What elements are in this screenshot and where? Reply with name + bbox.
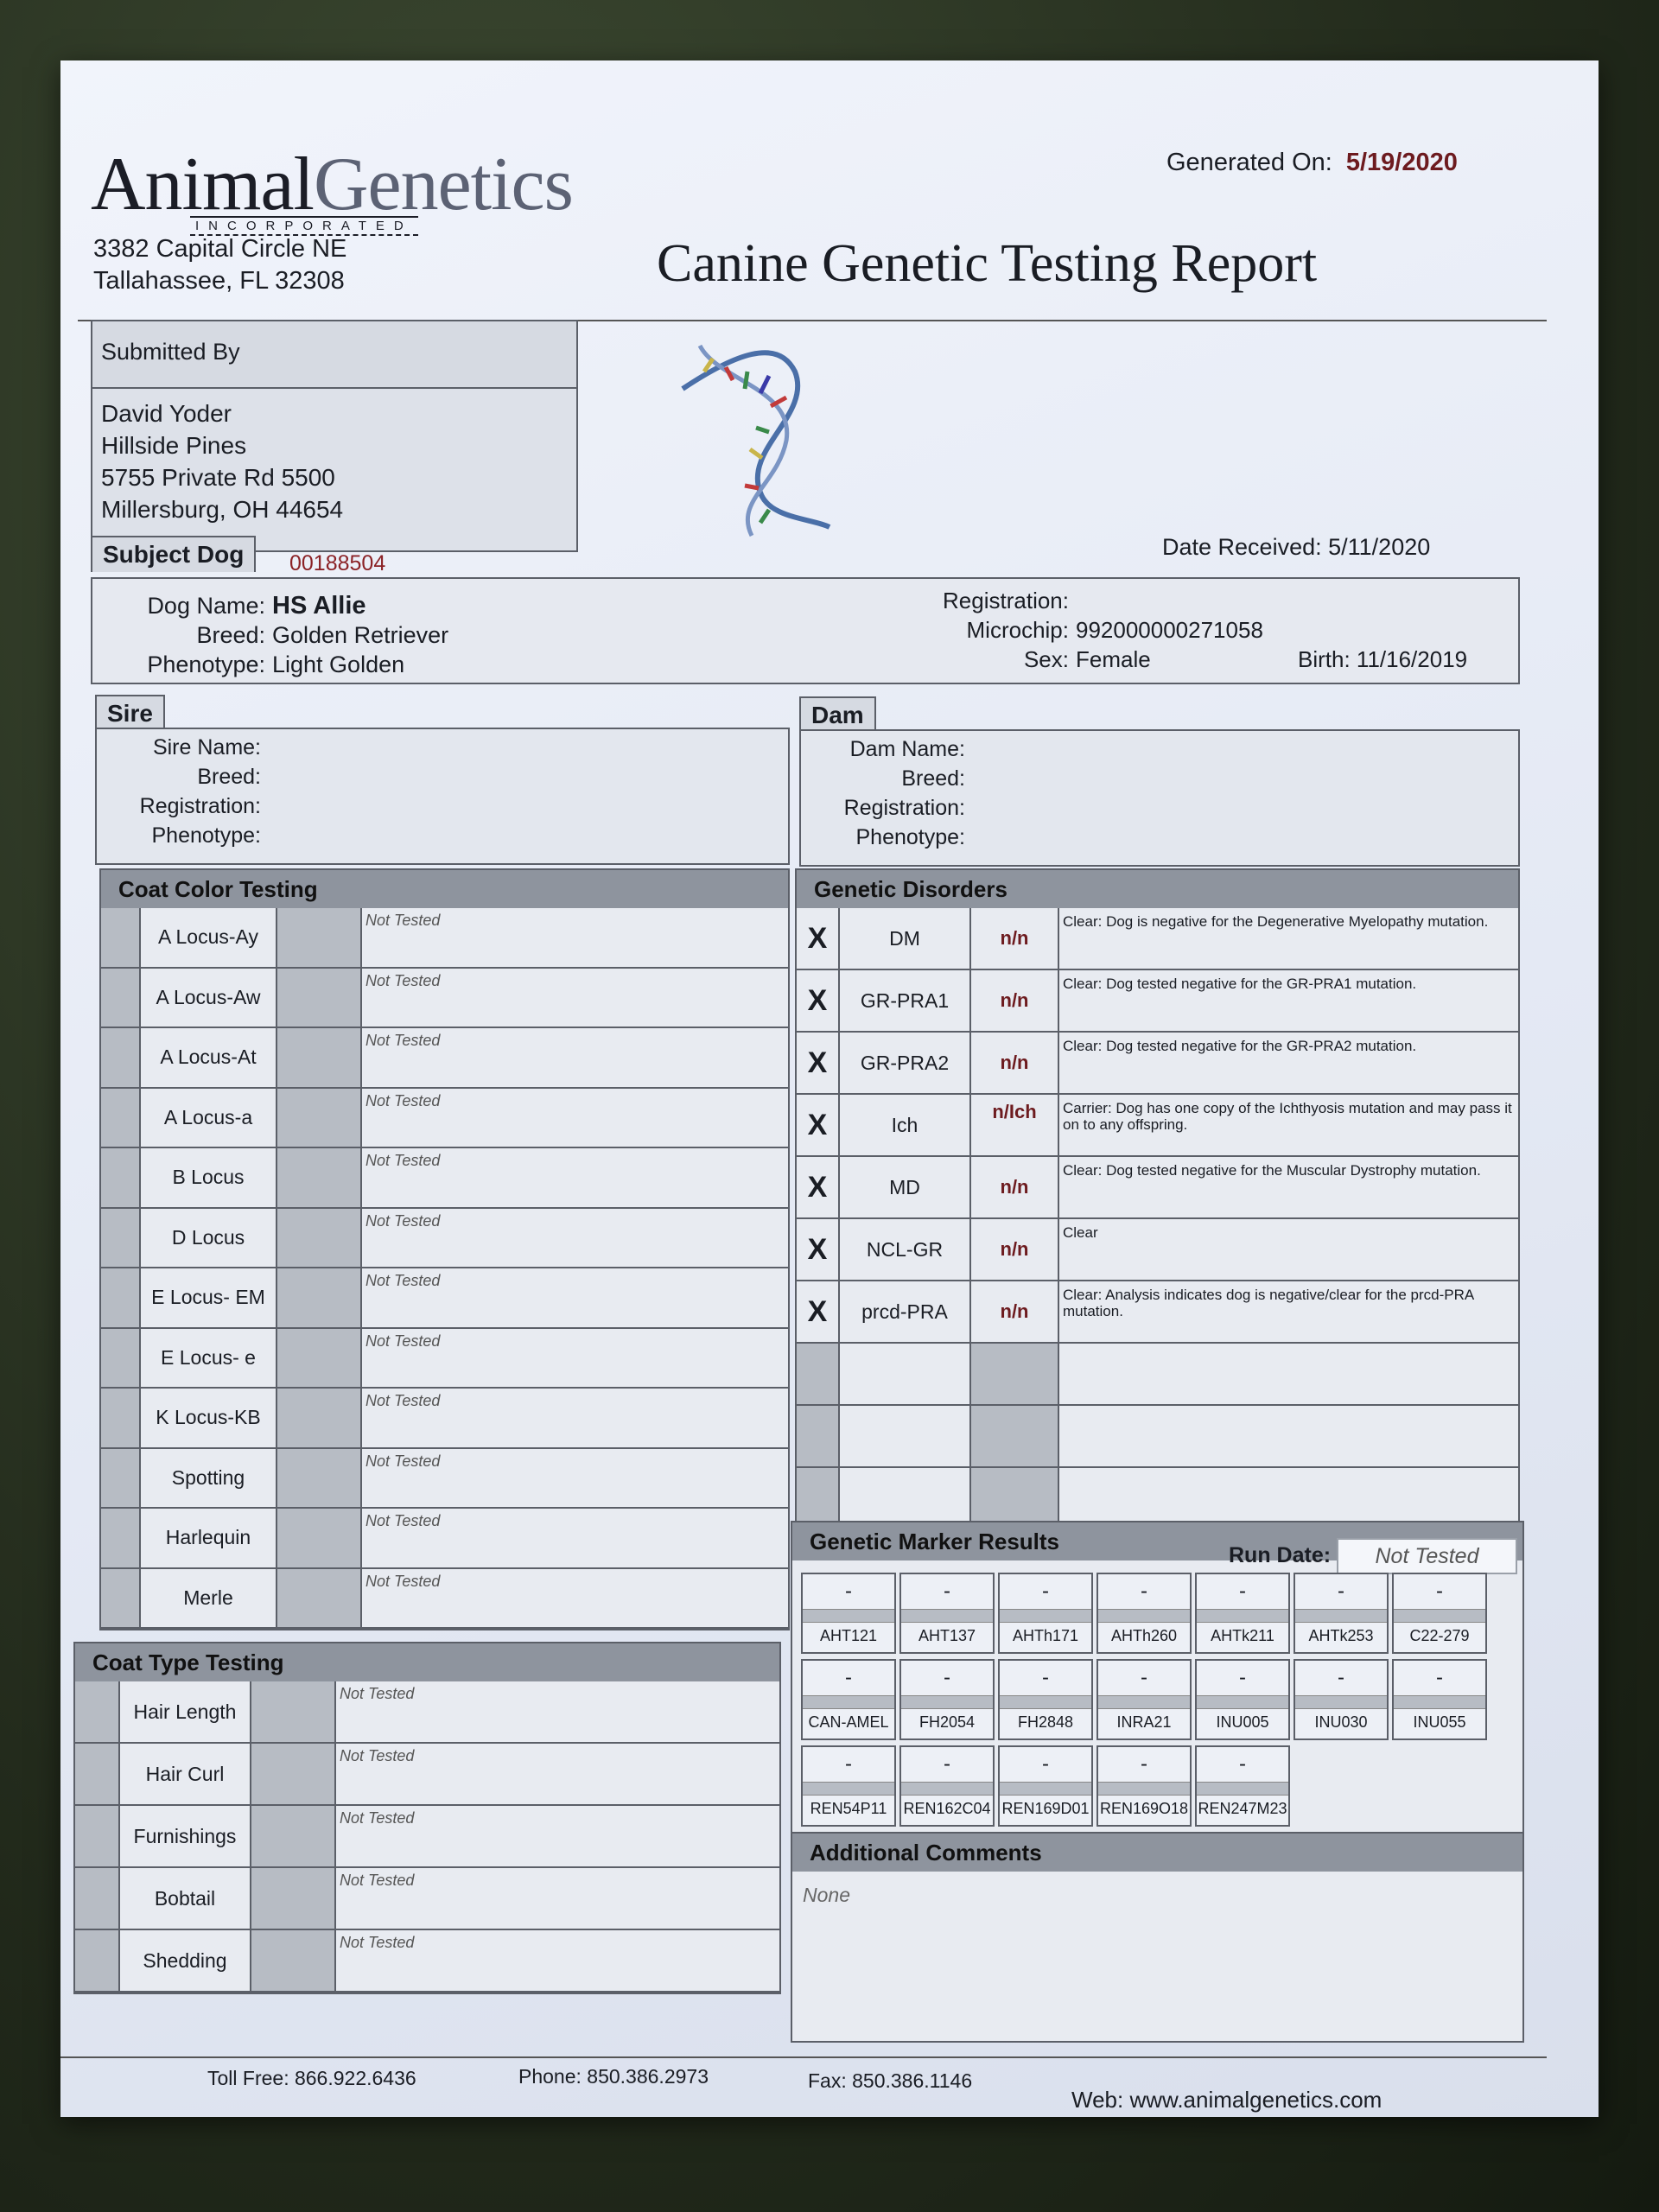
disorder-row [797, 908, 1518, 970]
coat-color-locus: K Locus-KB [141, 1389, 277, 1447]
birth-value: 11/16/2019 [1356, 646, 1468, 672]
marker-divider [1197, 1695, 1288, 1709]
coat-color-locus: E Locus- EM [141, 1268, 277, 1327]
marker-divider [803, 1695, 894, 1709]
coat-type-row [75, 1681, 779, 1744]
phenotype-label: Phenotype: [147, 652, 265, 677]
company-address [93, 233, 346, 297]
subject-labels-right [810, 586, 1069, 674]
marker-name: AHTk253 [1308, 1627, 1374, 1644]
footer-divider [60, 2056, 1547, 2058]
date-received-label: Date Received: [1162, 534, 1322, 560]
footer-toll-free: Toll Free: 866.922.6436 [207, 2067, 416, 2089]
coat-color-row [101, 969, 788, 1029]
coat-color-result: Not Tested [365, 1211, 441, 1230]
company-logo: AnimalGenetics [91, 143, 573, 226]
coat-color-locus: A Locus-a [141, 1089, 277, 1147]
registration-value [1076, 586, 1263, 615]
coat-color-check-cell [101, 1209, 141, 1268]
disorder-test: DM [840, 908, 971, 969]
coat-type-check-cell [75, 1744, 120, 1804]
disorder-genotype: n/n [971, 1281, 1059, 1342]
report-page [60, 60, 1599, 2117]
marker-cell [998, 1745, 1093, 1827]
coat-color-locus: A Locus-At [141, 1028, 277, 1087]
coat-color-locus: B Locus [141, 1148, 277, 1207]
additional-comments-section [791, 1832, 1524, 2043]
sire-breed-label: Breed: [197, 765, 261, 789]
marker-value: - [1042, 1580, 1049, 1603]
marker-cell [998, 1573, 1093, 1654]
coat-color-locus: A Locus-Ay [141, 908, 277, 967]
coat-color-result: Not Tested [365, 971, 441, 989]
coat-color-row [101, 1268, 788, 1329]
disorder-genotype: n/n [971, 1219, 1059, 1280]
marker-cell [998, 1659, 1093, 1740]
marker-name: REN169O18 [1099, 1800, 1189, 1817]
dog-name: HS Allie [272, 592, 366, 620]
disorder-row [797, 1344, 1518, 1406]
marker-value: - [1436, 1580, 1443, 1603]
marker-value: - [1042, 1666, 1049, 1689]
marker-cell [899, 1745, 995, 1827]
genetic-markers-heading: Genetic Marker Results [792, 1522, 1522, 1560]
marker-divider [1394, 1609, 1485, 1623]
marker-divider [803, 1609, 894, 1623]
coat-type-check-cell [75, 1806, 120, 1866]
disorder-test [840, 1344, 971, 1404]
marker-name: FH2054 [918, 1713, 976, 1731]
coat-color-genotype-cell [277, 969, 362, 1027]
submitter-line: Hillside Pines [101, 432, 247, 459]
coat-color-result: Not Tested [365, 912, 441, 929]
disorder-genotype: n/n [971, 1157, 1059, 1217]
generated-label: Generated On: [1166, 149, 1332, 176]
page-title: Canine Genetic Testing Report [657, 234, 1318, 293]
disorder-test: prcd-PRA [840, 1281, 971, 1342]
coat-type-trait: Shedding [120, 1930, 251, 1991]
disorder-test: MD [840, 1157, 971, 1217]
coat-color-locus: E Locus- e [141, 1329, 277, 1388]
marker-cell [801, 1573, 896, 1654]
marker-cell [1195, 1573, 1290, 1654]
marker-value: - [944, 1752, 950, 1776]
disorder-mark: X [797, 908, 840, 969]
genetic-disorders-table [795, 868, 1520, 1532]
marker-value: - [1239, 1666, 1246, 1689]
disorder-description [1059, 1468, 1518, 1529]
company-logo-sub: INCORPORATED [190, 216, 418, 236]
coat-type-row [75, 1868, 779, 1930]
coat-color-row [101, 1089, 788, 1149]
coat-color-check-cell [101, 1028, 141, 1087]
marker-value: - [944, 1580, 950, 1603]
marker-divider [901, 1609, 993, 1623]
disorder-row [797, 970, 1518, 1033]
coat-color-check-cell [101, 1569, 141, 1628]
submitted-by-lines [92, 389, 576, 534]
disorder-mark [797, 1406, 840, 1466]
disorder-test [840, 1406, 971, 1466]
subject-labels [110, 591, 265, 679]
marker-value: - [944, 1666, 950, 1689]
marker-value: - [1141, 1752, 1147, 1776]
coat-color-genotype-cell [277, 908, 362, 967]
marker-divider [803, 1782, 894, 1796]
registration-label: Registration: [943, 588, 1069, 613]
disorder-row [797, 1406, 1518, 1468]
disorder-genotype: n/n [971, 908, 1059, 969]
disorder-row [797, 1095, 1518, 1157]
coat-color-row [101, 908, 788, 969]
disorder-row [797, 1033, 1518, 1095]
disorder-description: Clear: Dog tested negative for the Muscular Dystrophy mutation. [1063, 1162, 1481, 1179]
coat-color-row [101, 1028, 788, 1089]
coat-color-row [101, 1389, 788, 1449]
coat-type-trait: Furnishings [120, 1806, 251, 1866]
footer-phone: Phone: 850.386.2973 [518, 2065, 709, 2088]
disorder-row [797, 1219, 1518, 1281]
dam-tab: Dam [799, 696, 876, 733]
disorder-test [840, 1468, 971, 1529]
genetic-disorders-heading: Genetic Disorders [797, 870, 1518, 908]
disorder-mark [797, 1468, 840, 1529]
disorder-description: Clear: Dog tested negative for the GR-PRA1 mutation. [1063, 976, 1417, 992]
birth-label: Birth: [1298, 646, 1351, 672]
coat-color-genotype-cell [277, 1209, 362, 1268]
marker-divider [901, 1695, 993, 1709]
run-date-value: Not Tested [1337, 1538, 1517, 1574]
marker-value: - [845, 1666, 852, 1689]
marker-cell [1096, 1745, 1192, 1827]
sire-registration-label: Registration: [139, 794, 261, 818]
disorder-row [797, 1157, 1518, 1219]
coat-color-row [101, 1148, 788, 1209]
coat-type-genotype-cell [251, 1806, 336, 1866]
genetic-markers-section [791, 1521, 1524, 1835]
coat-color-result: Not Tested [365, 1572, 441, 1590]
marker-cell [1195, 1659, 1290, 1740]
marker-name: REN169D01 [1001, 1800, 1090, 1817]
coat-type-check-cell [75, 1930, 120, 1991]
additional-comments-text: None [803, 1884, 850, 1906]
dog-phenotype: Light Golden [272, 652, 405, 677]
dog-breed: Golden Retriever [272, 622, 449, 648]
coat-color-row [101, 1509, 788, 1569]
dam-phenotype-label: Phenotype: [855, 825, 965, 849]
coat-color-check-cell [101, 1329, 141, 1388]
address-line: Tallahassee, FL 32308 [93, 267, 345, 295]
disorder-description [1059, 1406, 1518, 1466]
coat-color-heading: Coat Color Testing [101, 870, 788, 908]
coat-color-result: Not Tested [365, 1032, 441, 1049]
coat-color-check-cell [101, 1449, 141, 1508]
disorder-mark: X [797, 1281, 840, 1342]
marker-name: INU055 [1413, 1713, 1466, 1731]
coat-type-heading: Coat Type Testing [75, 1643, 779, 1681]
disorder-mark: X [797, 1157, 840, 1217]
coat-color-row [101, 1209, 788, 1269]
coat-color-result: Not Tested [365, 1152, 441, 1169]
coat-color-result: Not Tested [365, 1332, 441, 1350]
coat-color-check-cell [101, 1148, 141, 1207]
coat-color-result: Not Tested [365, 1452, 441, 1470]
coat-type-check-cell [75, 1868, 120, 1929]
marker-name: INU030 [1314, 1713, 1368, 1731]
marker-cell [899, 1659, 995, 1740]
marker-value: - [845, 1752, 852, 1776]
coat-type-trait: Hair Curl [120, 1744, 251, 1804]
dam-box [799, 729, 1520, 867]
sire-name-label: Sire Name: [152, 735, 261, 760]
coat-color-genotype-cell [277, 1148, 362, 1207]
marker-value: - [1042, 1752, 1049, 1776]
marker-divider [1197, 1782, 1288, 1796]
disorder-test: GR-PRA2 [840, 1033, 971, 1093]
disorder-mark: X [797, 970, 840, 1031]
marker-value: - [1239, 1752, 1246, 1776]
coat-type-check-cell [75, 1681, 120, 1742]
marker-cell [1096, 1573, 1192, 1654]
coat-color-locus: D Locus [141, 1209, 277, 1268]
sire-phenotype-label: Phenotype: [151, 823, 261, 848]
disorder-description: Clear: Dog is negative for the Degenerative Myelopathy mutation. [1063, 913, 1489, 930]
disorder-test: NCL-GR [840, 1219, 971, 1280]
disorder-test: Ich [840, 1095, 971, 1155]
marker-name: AHT137 [918, 1627, 976, 1644]
marker-name: AHTh260 [1110, 1627, 1178, 1644]
coat-color-check-cell [101, 1089, 141, 1147]
marker-divider [901, 1782, 993, 1796]
dog-name-label: Dog Name: [147, 593, 265, 619]
microchip-value: 992000000271058 [1076, 617, 1263, 643]
marker-name: REN162C04 [903, 1800, 991, 1817]
coat-type-genotype-cell [251, 1744, 336, 1804]
sire-box [95, 728, 790, 865]
coat-color-check-cell [101, 908, 141, 967]
subject-values [272, 591, 448, 679]
marker-divider [1295, 1695, 1387, 1709]
marker-cell [1294, 1659, 1389, 1740]
coat-type-result: Not Tested [340, 1809, 415, 1827]
dna-helix-icon [665, 320, 855, 544]
marker-value: - [1338, 1666, 1344, 1689]
marker-value: - [1338, 1580, 1344, 1603]
disorder-row [797, 1281, 1518, 1344]
coat-color-locus: Spotting [141, 1449, 277, 1508]
coat-type-genotype-cell [251, 1681, 336, 1742]
coat-type-genotype-cell [251, 1930, 336, 1991]
coat-color-locus: Merle [141, 1569, 277, 1628]
marker-name: C22-279 [1409, 1627, 1470, 1644]
disorder-description: Clear: Dog tested negative for the GR-PRA2 mutation. [1063, 1038, 1417, 1054]
marker-name: AHT121 [819, 1627, 878, 1644]
subject-values-right [1076, 586, 1263, 674]
marker-cell [1294, 1573, 1389, 1654]
marker-name: REN54P11 [810, 1800, 887, 1817]
address-line: 3382 Capital Circle NE [93, 235, 347, 263]
coat-color-result: Not Tested [365, 1272, 441, 1289]
coat-type-row [75, 1744, 779, 1806]
disorder-description: Carrier: Dog has one copy of the Ichthyosis mutation and may pass it on to any offspring. [1063, 1100, 1512, 1133]
disorder-description [1059, 1344, 1518, 1404]
run-date-label: Run Date: [1229, 1543, 1332, 1567]
marker-divider [1098, 1782, 1190, 1796]
marker-divider [1000, 1782, 1091, 1796]
coat-type-result: Not Tested [340, 1685, 415, 1702]
marker-cell [801, 1659, 896, 1740]
marker-name: INRA21 [1116, 1713, 1172, 1731]
coat-type-row [75, 1806, 779, 1868]
sex-label: Sex: [1023, 646, 1069, 672]
coat-color-genotype-cell [277, 1449, 362, 1508]
marker-value: - [1141, 1580, 1147, 1603]
coat-color-check-cell [101, 969, 141, 1027]
marker-divider [1197, 1609, 1288, 1623]
coat-color-check-cell [101, 1509, 141, 1567]
disorder-mark: X [797, 1095, 840, 1155]
coat-color-result: Not Tested [365, 1512, 441, 1529]
coat-type-trait: Hair Length [120, 1681, 251, 1742]
coat-type-row [75, 1930, 779, 1993]
disorder-mark: X [797, 1033, 840, 1093]
marker-name: INU005 [1216, 1713, 1269, 1731]
coat-color-genotype-cell [277, 1329, 362, 1388]
subject-dog-box [91, 577, 1520, 684]
coat-color-row [101, 1329, 788, 1389]
subject-dog-tab: Subject Dog [91, 536, 256, 572]
disorder-genotype [971, 1406, 1059, 1466]
coat-color-genotype-cell [277, 1028, 362, 1087]
marker-cell [899, 1573, 995, 1654]
microchip-label: Microchip: [966, 617, 1069, 643]
submitted-by-label: Submitted By [92, 321, 576, 389]
generated-on [1166, 149, 1458, 177]
sire-tab: Sire [95, 695, 165, 731]
coat-color-check-cell [101, 1268, 141, 1327]
marker-name: AHTh171 [1012, 1627, 1079, 1644]
disorder-description: Clear: Analysis indicates dog is negative/clear for the prcd-PRA mutation. [1063, 1287, 1474, 1319]
marker-name: CAN-AMEL [808, 1713, 889, 1731]
marker-value: - [1239, 1580, 1246, 1603]
submitter-line: Millersburg, OH 44654 [101, 496, 344, 523]
coat-type-result: Not Tested [340, 1872, 415, 1889]
footer-web: Web: www.animalgenetics.com [1071, 2087, 1382, 2113]
disorder-genotype: n/n [971, 970, 1059, 1031]
coat-color-result: Not Tested [365, 1392, 441, 1409]
disorder-mark [797, 1344, 840, 1404]
birth [1298, 645, 1467, 674]
coat-type-result: Not Tested [340, 1747, 415, 1764]
sex-value: Female [1076, 646, 1151, 672]
submitted-by-box [91, 320, 578, 552]
disorder-genotype [971, 1468, 1059, 1529]
coat-color-row [101, 1569, 788, 1630]
marker-value: - [1141, 1666, 1147, 1689]
marker-value: - [1436, 1666, 1443, 1689]
marker-divider [1394, 1695, 1485, 1709]
marker-cell [1096, 1659, 1192, 1740]
disorder-test: GR-PRA1 [840, 970, 971, 1031]
coat-color-genotype-cell [277, 1509, 362, 1567]
disorder-genotype [971, 1344, 1059, 1404]
dam-registration-label: Registration: [843, 796, 965, 820]
additional-comments-heading: Additional Comments [792, 1834, 1522, 1872]
coat-color-locus: A Locus-Aw [141, 969, 277, 1027]
sire-labels [105, 733, 261, 850]
coat-color-check-cell [101, 1389, 141, 1447]
date-received [1162, 534, 1430, 561]
coat-type-result: Not Tested [340, 1934, 415, 1951]
disorder-genotype: n/n [971, 1033, 1059, 1093]
coat-color-genotype-cell [277, 1569, 362, 1628]
dam-labels [810, 734, 965, 852]
marker-divider [1000, 1609, 1091, 1623]
disorder-mark: X [797, 1219, 840, 1280]
coat-color-row [101, 1449, 788, 1510]
marker-cell [801, 1745, 896, 1827]
marker-cell [1195, 1745, 1290, 1827]
coat-color-result: Not Tested [365, 1091, 441, 1109]
coat-color-table [99, 868, 790, 1630]
breed-label: Breed: [196, 622, 265, 648]
submitter-line: 5755 Private Rd 5500 [101, 464, 335, 491]
marker-divider [1000, 1695, 1091, 1709]
coat-color-locus: Harlequin [141, 1509, 277, 1567]
disorder-genotype: n/Ich [971, 1095, 1059, 1155]
marker-value: - [845, 1580, 852, 1603]
marker-divider [1098, 1609, 1190, 1623]
marker-cell [1392, 1573, 1487, 1654]
marker-name: FH2848 [1017, 1713, 1074, 1731]
footer-fax: Fax: 850.386.1146 [808, 2069, 973, 2092]
submitter-line: David Yoder [101, 400, 232, 427]
marker-name: AHTk211 [1211, 1627, 1274, 1644]
marker-divider [1295, 1609, 1387, 1623]
coat-type-genotype-cell [251, 1868, 336, 1929]
coat-color-genotype-cell [277, 1268, 362, 1327]
marker-cell [1392, 1659, 1487, 1740]
marker-divider [1098, 1695, 1190, 1709]
disorder-description: Clear [1063, 1224, 1098, 1241]
coat-color-genotype-cell [277, 1389, 362, 1447]
subject-dog-id: 00188504 [289, 551, 386, 575]
coat-type-table [73, 1642, 781, 1994]
coat-color-genotype-cell [277, 1089, 362, 1147]
generated-date: 5/19/2020 [1345, 149, 1458, 176]
date-received-value: 5/11/2020 [1328, 534, 1431, 560]
marker-name: REN247M23 [1198, 1800, 1287, 1817]
coat-type-trait: Bobtail [120, 1868, 251, 1929]
dam-breed-label: Breed: [901, 766, 965, 791]
dam-name-label: Dam Name: [849, 737, 965, 761]
